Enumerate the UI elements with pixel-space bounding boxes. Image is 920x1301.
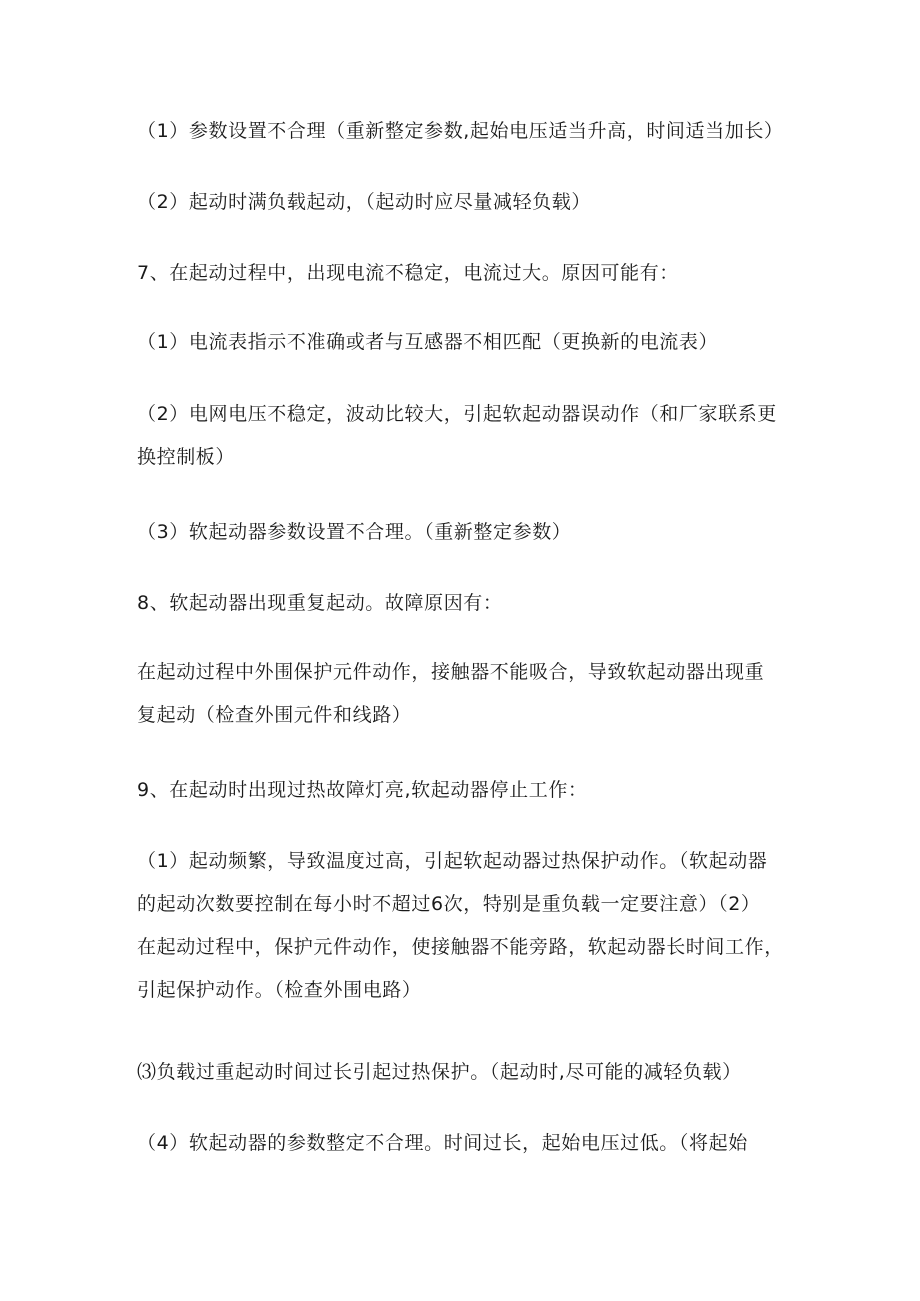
text-line: 9、在起动时出现过热故障灯亮,软起动器停止工作： xyxy=(137,779,588,801)
paragraph-heading-7 xyxy=(137,252,787,295)
text-line: ⑶负载过重起动时间过长引起过热保护。（起动时,尽可能的减轻负载） xyxy=(137,1061,742,1083)
paragraph-item-9-4 xyxy=(137,1122,787,1165)
text-line: 在起动过程中，保护元件动作，使接触器不能旁路，软起动器长时间工作， xyxy=(137,936,784,958)
text-line: （2）电网电压不稳定，波动比较大，引起软起动器误动作（和厂家联系更 xyxy=(137,403,777,425)
paragraph-item-7-1 xyxy=(137,321,787,364)
text-line: （3）软起动器参数设置不合理。（重新整定参数） xyxy=(137,521,572,543)
paragraph-heading-9 xyxy=(137,769,787,812)
text-line: 引起保护动作。（检查外围电路） xyxy=(137,979,422,1001)
paragraph-heading-8 xyxy=(137,582,787,625)
paragraph-item-8-body xyxy=(137,651,787,737)
text-line: （2）起动时满负载起动，（起动时应尽量减轻负载） xyxy=(137,191,591,213)
text-line: 8、软起动器出现重复起动。故障原因有： xyxy=(137,592,503,614)
paragraph-item-7-2 xyxy=(137,393,787,479)
text-line: （1）起动频繁，导致温度过高，引起软起动器过热保护动作。（软起动器 xyxy=(137,850,768,872)
text-line: （1）参数设置不合理（重新整定参数,起始电压适当升高，时间适当加长） xyxy=(137,120,784,142)
paragraph-item-9-1 xyxy=(137,840,787,1012)
text-line: 的起动次数要控制在每小时不超过6次，特别是重负载一定要注意）（2） xyxy=(137,893,761,915)
paragraph-item-9-3 xyxy=(137,1051,787,1094)
text-line: （4）软起动器的参数整定不合理。时间过长，起始电压过低。（将起始 xyxy=(137,1132,748,1154)
paragraph-item-1-2 xyxy=(137,181,787,224)
text-line: （1）电流表指示不准确或者与互感器不相匹配（更换新的电流表） xyxy=(137,331,719,353)
paragraph-item-1-1 xyxy=(137,110,787,153)
text-line: 在起动过程中外围保护元件动作，接触器不能吸合，导致软起动器出现重 xyxy=(137,661,765,683)
text-line: 7、在起动过程中，出现电流不稳定，电流过大。原因可能有： xyxy=(137,262,679,284)
text-line: 换控制板） xyxy=(137,446,236,468)
paragraph-item-7-3 xyxy=(137,511,787,554)
text-line: 复起动（检查外围元件和线路） xyxy=(137,704,412,726)
